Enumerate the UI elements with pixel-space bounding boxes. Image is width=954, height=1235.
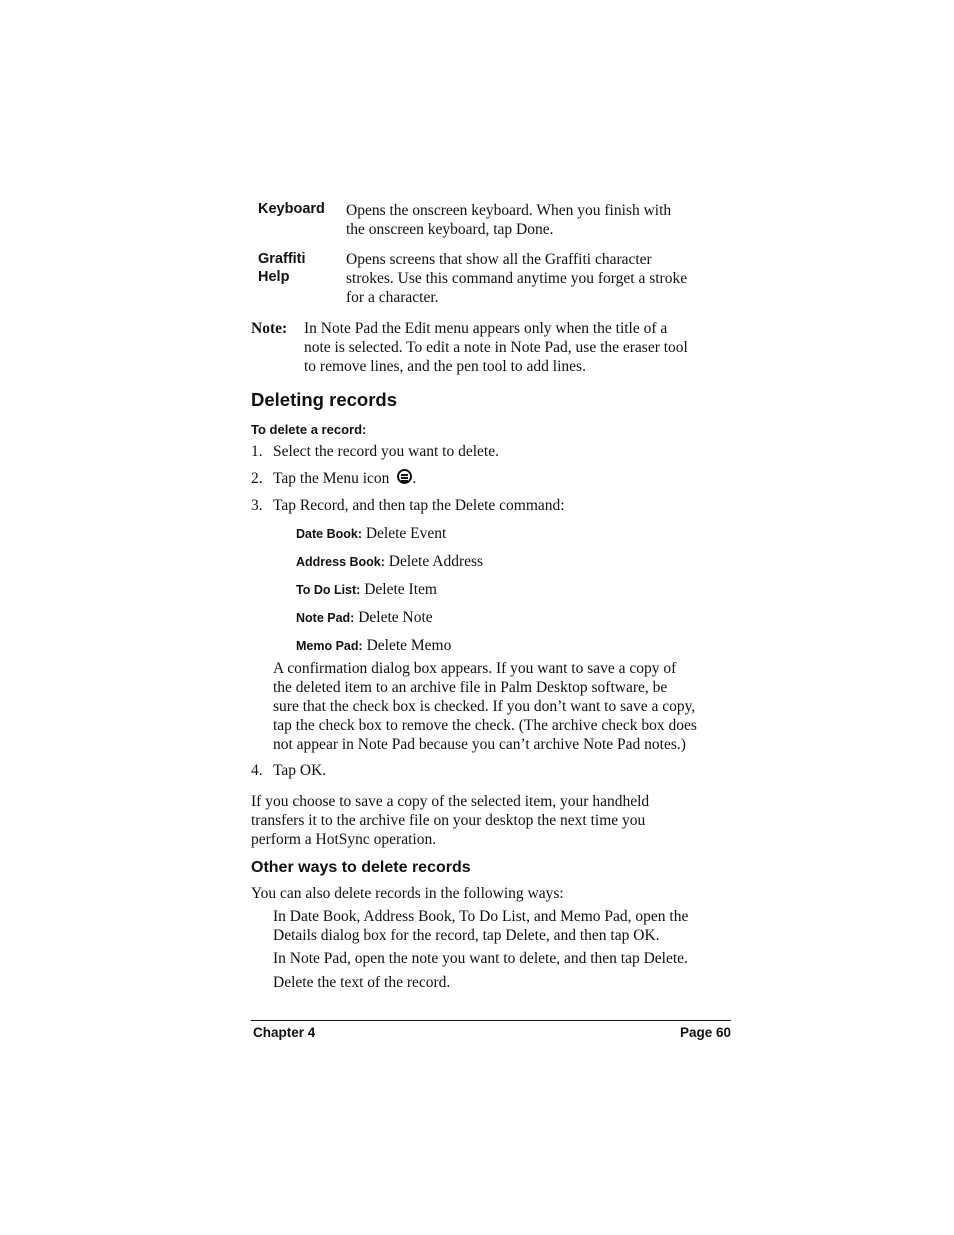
delete-command-row [296,636,451,656]
app-name: Memo Pad: [296,639,363,653]
text-line: Opens screens that show all the Graffiti character [346,251,652,268]
step-number: 1. [251,443,263,460]
other-way-item [273,973,450,992]
command-name: Delete Note [358,609,433,626]
step-text: Tap Record, and then tap the Delete command: [273,497,565,514]
footer-chapter: Chapter 4 [253,1025,316,1040]
app-name: Address Book: [296,555,385,569]
app-name: To Do List: [296,583,361,597]
section-title: Deleting records [251,389,397,410]
delete-command-row [296,524,446,544]
delete-command-row [296,580,437,600]
step-text: Tap the Menu icon [273,470,390,487]
command-term-keyboard: Keyboard [258,201,325,217]
other-way-item [273,907,688,945]
text-line: strokes. Use this command anytime you forget a stroke [346,270,688,287]
term-line: Graffiti [258,251,306,267]
command-name: Delete Event [365,525,447,542]
command-description-graffiti-help [346,250,687,307]
text-line: note is selected. To edit a note in Note Pad, use the eraser tool [304,339,688,356]
delete-command-row [296,608,433,628]
text-line: transfers it to the archive file on your desktop the next time you [251,812,646,829]
app-name: Note Pad: [296,611,355,625]
text-line: In Note Pad, open the note you want to delete, and then tap Delete. [273,950,688,967]
text-line: Delete the text of the record. [273,974,451,991]
confirmation-paragraph [273,659,697,754]
hotsync-paragraph [251,792,649,849]
step-text: Select the record you want to delete. [273,443,499,460]
text-line: tap the check box to remove the check. (The archive check box does [273,717,697,734]
other-ways-intro: You can also delete records in the following ways: [251,885,564,902]
text-line: the onscreen keyboard, tap Done. [346,221,554,238]
step-text-end: . [412,470,417,487]
other-way-item [273,949,688,968]
command-name: Delete Address [388,553,484,570]
command-term-graffiti-help [258,250,306,286]
text-line: sure that the check box is checked. If you don’t want to save a copy, [273,698,696,715]
text-line: Details dialog box for the record, tap Delete, and then tap OK. [273,927,660,944]
step-number: 4. [251,762,263,779]
text-line: perform a HotSync operation. [251,831,437,848]
menu-icon [397,469,412,484]
term-line: Help [258,269,290,285]
command-description-keyboard [346,201,671,239]
footer-page-number: Page 60 [679,1025,731,1040]
text-line: A confirmation dialog box appears. If you want to save a copy of [273,660,677,677]
text-line: If you choose to save a copy of the selected item, your handheld [251,793,650,810]
command-name: Delete Item [364,581,437,598]
step-number: 3. [251,497,263,514]
text-line: In Note Pad the Edit menu appears only when the title of a [304,320,668,337]
text-line: the deleted item to an archive file in Palm Desktop software, be [273,679,668,696]
text-line: to remove lines, and the pen tool to add lines. [304,358,586,375]
procedure-title: To delete a record: [251,422,367,437]
delete-command-row [296,552,483,572]
subsection-title: Other ways to delete records [251,859,471,876]
step-number: 2. [251,470,263,487]
app-name: Date Book: [296,527,362,541]
footer-rule [251,1020,731,1021]
text-line: Opens the onscreen keyboard. When you finish with [346,202,672,219]
command-name: Delete Memo [366,637,452,654]
step-text-with-icon [273,469,416,488]
note-text [304,319,688,376]
note-label: Note: [251,320,288,337]
text-line: In Date Book, Address Book, To Do List, and Memo Pad, open the [273,908,689,925]
text-line: not appear in Note Pad because you can’t archive Note Pad notes.) [273,736,686,753]
step-text: Tap OK. [273,762,327,779]
text-line: for a character. [346,289,439,306]
